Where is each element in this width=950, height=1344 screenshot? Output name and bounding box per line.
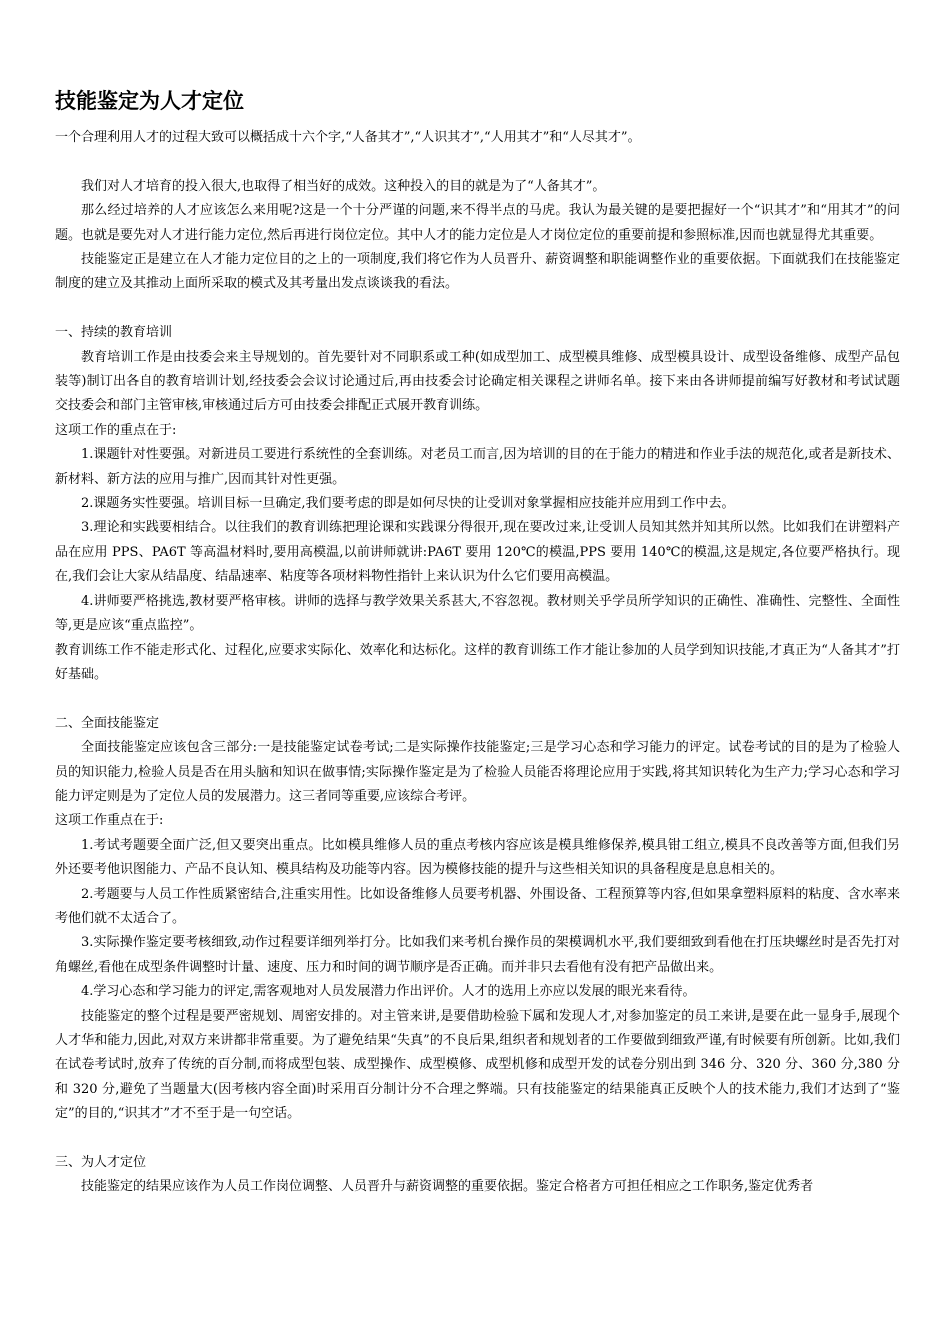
spacer bbox=[55, 687, 900, 711]
section2-item: 4.学习心态和学习能力的评定,需客观地对人员发展潜力作出评价。人才的选用上亦应以发展的眼光来看待。 bbox=[81, 984, 696, 1000]
section2-focus: 这项工作重点在于: bbox=[55, 813, 164, 829]
intro-paragraph: 一个合理利用人才的过程大致可以概括成十六个字,“人备其才”,“人识其才”,“人用其才”和“人尽其才”。 bbox=[55, 130, 641, 145]
body-paragraph: 我们对人才培育的投入很大,也取得了相当好的成效。这种投入的目的就是为了“人备其才”。 bbox=[81, 178, 606, 194]
section-heading-2: 二、全面技能鉴定 bbox=[55, 715, 160, 731]
section2-item: 1.考试考题要全面广泛,但又要突出重点。比如模具维修人员的重点考核内容应该是模具维修保养,模具钳工组立,模具不良改善等方面,但我们另外还要考他识图能力、产品不良认知、模具结构及功能等内容。因为模修技能的提升与这些相关知识的具备程度是息息相关的。 bbox=[55, 837, 900, 878]
section1-closing: 教育训练工作不能走形式化、过程化,应要求实际化、效率化和达标化。这样的教育训练工作才能让参加的人员学到知识技能,才真正为“人备其才”打好基础。 bbox=[55, 642, 900, 682]
spacer bbox=[55, 297, 900, 321]
section2-closing: 技能鉴定的整个过程是要严密规划、周密安排的。对主管来讲,是要借助检验下属和发现人才,对参加鉴定的员工来讲,是要在此一显身手,展现个人才华和能力,因此,对双方来讲都非常重要。为了避免结果“失真”的不良后果,组织者和规划者的工作要做到细致严谨,有时候要有所创新。比如,我们在试卷考试时,放弃了传统的百分制,而将成型包装、成型操作、成型模修、成型机修和成型开发的试卷分别出到 346 分、320 分、360 分,380 分和 320 分,避免了当题量大(因考核内容全面)时采用百分制计分不合理之弊端。只有技能鉴定的结果能真正反映个人的技术能力,我们才达到了“鉴定”的目的,“识其才”才不至于是一句空话。 bbox=[55, 1008, 900, 1122]
section1-focus: 这项工作的重点在于: bbox=[55, 422, 177, 438]
section-heading-1: 一、持续的教育培训 bbox=[55, 325, 173, 341]
document-title: 技能鉴定为人才定位 bbox=[55, 89, 244, 113]
document-body bbox=[55, 126, 900, 1200]
section3-paragraph: 技能鉴定的结果应该作为人员工作岗位调整、人员晋升与薪资调整的重要依据。鉴定合格者方可担任相应之工作职务,鉴定优秀者 bbox=[81, 1179, 814, 1195]
section1-item: 4.讲师要严格挑选,教材要严格审核。讲师的选择与教学效果关系甚大,不容忽视。教材则关乎学员所学知识的正确性、准确性、完整性、全面性等,更是应该“重点监控”。 bbox=[55, 593, 900, 634]
section2-paragraph: 全面技能鉴定应该包含三部分:一是技能鉴定试卷考试;二是实际操作技能鉴定;三是学习心态和学习能力的评定。试卷考试的目的是为了检验人员的知识能力,检验人员是否在用头脑和知识在做事情;实际操作鉴定是为了检验人员能否将理论应用于实践,将其知识转化为生产力;学习心态和学习能力评定则是为了定位人员的发展潜力。这三者同等重要,应该综合考评。 bbox=[55, 740, 900, 804]
section1-paragraph: 教育培训工作是由技委会来主导规划的。首先要针对不同职系或工种(如成型加工、成型模具维修、成型模具设计、成型设备维修、成型产品包装等)制订出各自的教育培训计划,经技委会会议讨论通过后,再由技委会讨论确定相关课程之讲师名单。接下来由各讲师提前编写好教材和考试试题交技委会和部门主管审核,审核通过后方可由技委会排配正式展开教育训练。 bbox=[55, 349, 900, 414]
section-heading-3: 三、为人才定位 bbox=[55, 1155, 147, 1170]
section2-item: 3.实际操作鉴定要考核细致,动作过程要详细列举打分。比如我们来考机台操作员的架模调机水平,我们要细致到看他在打压块螺丝时是否先打对角螺丝,看他在成型条件调整时计量、速度、压力和时间的调节顺序是否正确。而并非只去看他有没有把产品做出来。 bbox=[55, 935, 900, 975]
section1-item: 1.课题针对性要强。对新进员工要进行系统性的全套训练。对老员工而言,因为培训的目的在于能力的精进和作业手法的规范化,或者是新技术、新材料、新方法的应用与推广,因而其针对性更强。 bbox=[55, 447, 900, 487]
body-paragraph: 那么经过培养的人才应该怎么来用呢?这是一个十分严谨的问题,来不得半点的马虎。我认为最关键的是要把握好一个“识其才”和“用其才”的问题。也就是要先对人才进行能力定位,然后再进行岗位定位。其中人才的能力定位是人才岗位定位的重要前提和参照标准,因而也就显得尤其重要。 bbox=[55, 203, 900, 243]
section1-item: 2.课题务实性要强。培训目标一旦确定,我们要考虑的即是如何尽快的让受训对象掌握相应技能并应用到工作中去。 bbox=[81, 496, 735, 512]
spacer bbox=[55, 1127, 900, 1151]
section2-item: 2.考题要与人员工作性质紧密结合,注重实用性。比如设备维修人员要考机器、外围设备、工程预算等内容,但如果拿塑料原料的粘度、含水率来考他们就不太适合了。 bbox=[55, 886, 900, 926]
section1-item: 3.理论和实践要相结合。以往我们的教育训练把理论课和实践课分得很开,现在要改过来,让受训人员知其然并知其所以然。比如我们在讲塑料产品在应用 PPS、PA6T 等高温材料时,要用高模温,以前讲师就讲:PA6T 要用 120℃的模温,PPS 要用 140℃的模温,这是规定,各位要严格执行。现在,我们会让大家从结晶度、结晶速率、粘度等各项材料物性指针上来认识为什么它们要用高模温。 bbox=[55, 520, 900, 585]
body-paragraph: 技能鉴定正是建立在人才能力定位目的之上的一项制度,我们将它作为人员晋升、薪资调整和职能调整作业的重要依据。下面就我们在技能鉴定制度的建立及其推动上面所采取的模式及其考量出发点谈谈我的看法。 bbox=[55, 252, 900, 292]
